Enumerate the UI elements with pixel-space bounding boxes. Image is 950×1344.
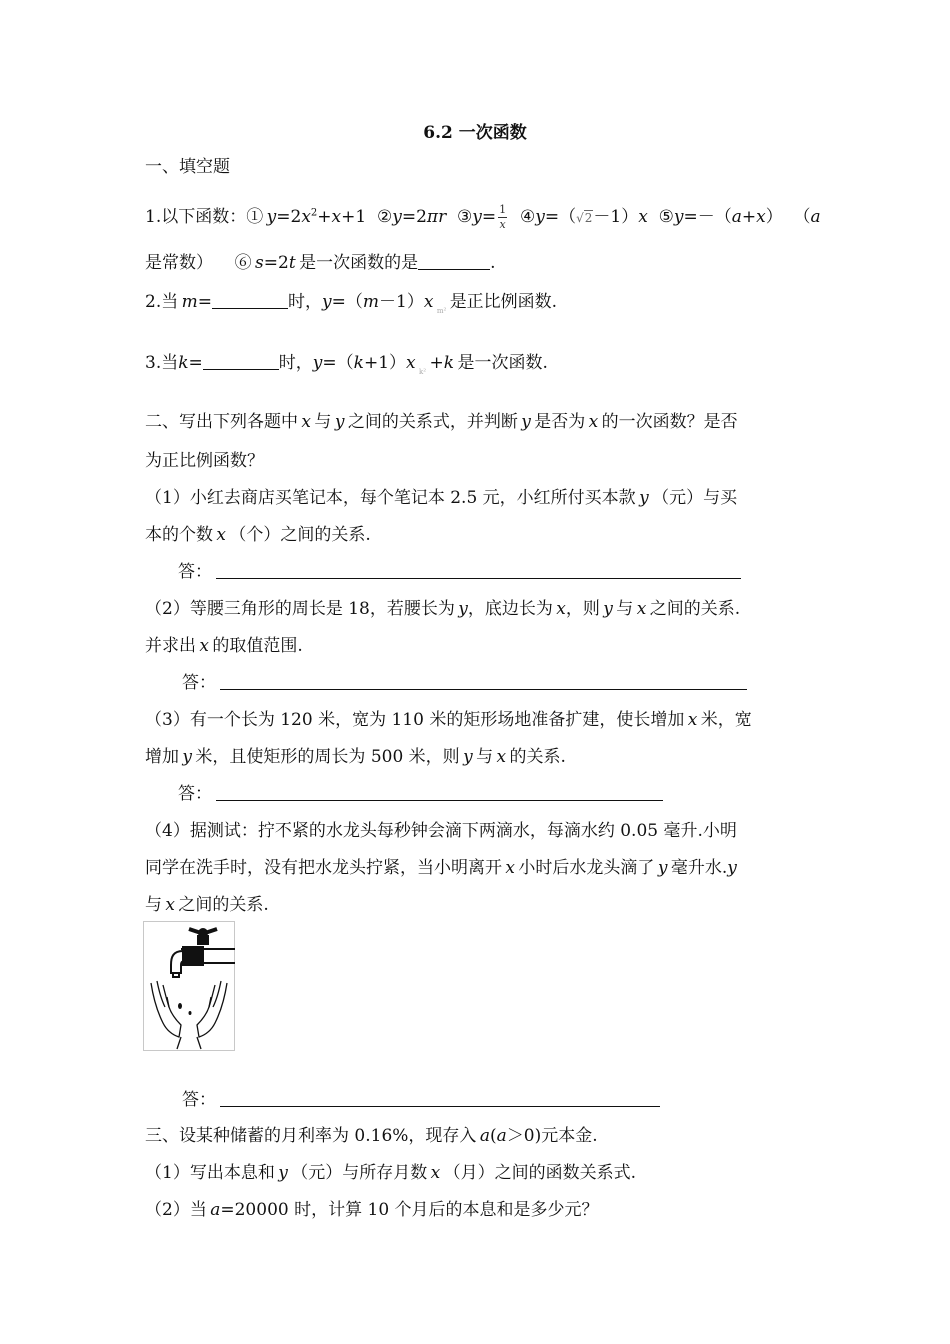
problem-3-line-1: （3）有一个长为 120 米，宽为 110 米的矩形场地准备扩建，使长增加 x 米，宽 xyxy=(145,710,752,730)
problem-2-answer: 答： xyxy=(182,672,847,694)
problem-4-answer: 答： xyxy=(182,1089,847,1111)
question-1-line-1: 1.以下函数：① $y=2x^2+x+1$ ②y=2πr ③y= $\frac{1}{x}$ ④y=（√2－1）x ⑤y=－（a+x） （a xyxy=(145,203,821,231)
problem-2-line-1: （2）等腰三角形的周长是 18，若腰长为 y，底边长为 x，则 y 与 x 之间的关系. xyxy=(145,599,741,619)
problem-4-answer-line[interactable] xyxy=(220,1090,660,1107)
question-3: 3.当k= 时，y=（k+1）x $_{k^2}$ +k 是一次函数. xyxy=(145,353,548,376)
section-3-question-1: （1）写出本息和 y （元）与所存月数 x （月）之间的函数关系式. xyxy=(145,1163,637,1183)
problem-3-answer-line[interactable] xyxy=(216,784,663,801)
problem-1-answer: 答： xyxy=(178,561,843,583)
problem-4-line-1: （4）据测试：拧不紧的水龙头每秒钟会滴下两滴水，每滴水约 0.05 毫升.小明 xyxy=(145,821,737,841)
question-1-line-2: 是常数） ⑥ s=2t 是一次函数的是 . xyxy=(145,253,496,273)
question-2: 2.当 m= 时，y=（m－1）x $_{m^2}$ 是正比例函数. xyxy=(145,292,558,315)
page-title: 6.2 一次函数 xyxy=(423,123,527,143)
section-3-heading: 三、设某种储蓄的月利率为 0.16%，现存入 a(a＞0)元本金. xyxy=(145,1126,598,1146)
section-3-question-2: （2）当 a=20000 时，计算 10 个月后的本息和是多少元？ xyxy=(145,1200,599,1220)
problem-2-line-2: 并求出 x 的取值范围. xyxy=(145,636,303,656)
problem-1-answer-line[interactable] xyxy=(216,562,741,579)
problem-3-line-2: 增加 y 米，且使矩形的周长为 500 米，则 y 与 x 的关系. xyxy=(145,747,566,767)
problem-1-line-1: （1）小红去商店买笔记本，每个笔记本 2.5 元，小红所付买本款 y （元）与买 xyxy=(145,488,738,508)
sqrt-two: √2 xyxy=(576,211,593,225)
problem-4-line-2: 同学在洗手时，没有把水龙头拧紧，当小明离开 x 小时后水龙头滴了 y 毫升水.y xyxy=(145,858,737,878)
section-2-heading-line-2: 为正比例函数？ xyxy=(145,451,264,471)
fraction-one-over-x: $\frac{1}{x}$ xyxy=(499,203,507,231)
question-1-blank[interactable] xyxy=(418,253,490,270)
question-3-blank[interactable] xyxy=(203,353,279,370)
problem-3-answer: 答： xyxy=(178,783,843,805)
section-1-heading: 一、填空题 xyxy=(145,157,230,177)
question-2-blank[interactable] xyxy=(212,292,288,309)
section-2-heading-line-1: 二、写出下列各题中 x 与 y 之间的关系式，并判断 y 是否为 x 的一次函数？是否 xyxy=(145,412,738,432)
problem-1-line-2: 本的个数 x （个）之间的关系. xyxy=(145,525,371,545)
problem-2-answer-line[interactable] xyxy=(220,673,747,690)
faucet-hands-illustration xyxy=(143,921,235,1051)
problem-4-line-3: 与 x 之间的关系. xyxy=(145,895,269,915)
